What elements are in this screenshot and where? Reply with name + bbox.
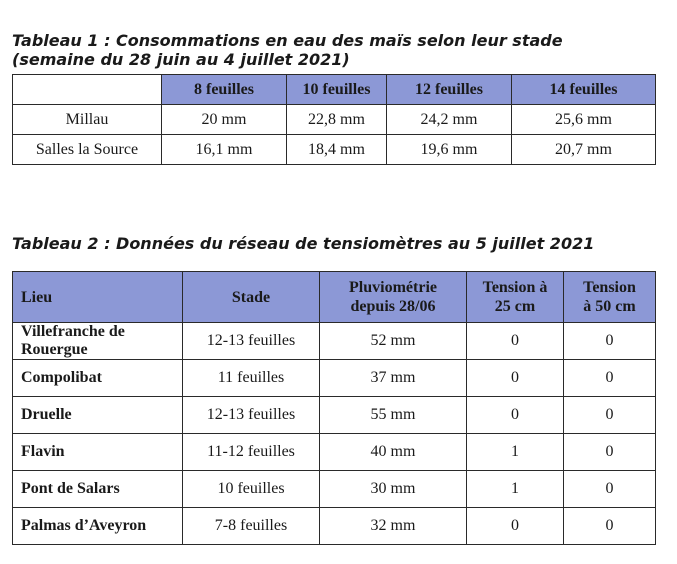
table1-caption-line2: (semaine du 28 juin au 4 juillet 2021) [12, 50, 350, 69]
header-line: 25 cm [494, 298, 536, 315]
table2-lieu-cell: Flavin [13, 434, 183, 471]
table1-header-row [13, 75, 656, 105]
header-line: Pluviométrie [349, 279, 437, 296]
table-cell: 7-8 feuilles [183, 508, 320, 545]
table2-header-tension-50 [564, 272, 656, 323]
table2-lieu-cell: Pont de Salars [13, 471, 183, 508]
table-row [13, 397, 656, 434]
header-line: à 50 cm [583, 298, 636, 315]
table-cell: 16,1 mm [162, 135, 287, 165]
table-cell: 24,2 mm [387, 105, 512, 135]
table-cell: 12-13 feuilles [183, 323, 320, 360]
table-cell: 32 mm [320, 508, 467, 545]
table-cell: 0 [564, 360, 656, 397]
table-cell: 0 [467, 360, 564, 397]
table2-lieu-cell [13, 323, 183, 360]
table2-header-row [13, 272, 656, 323]
table-cell: 10 feuilles [183, 471, 320, 508]
table-row [13, 135, 656, 165]
table2-tensiometer-network [12, 271, 656, 545]
table2-header-lieu: Lieu [13, 272, 183, 323]
table-cell: 1 [467, 471, 564, 508]
table-row [13, 360, 656, 397]
lieu-line: Rouergue [21, 341, 88, 358]
table2-lieu-cell: Druelle [13, 397, 183, 434]
table-cell: 0 [467, 397, 564, 434]
table-cell: 12-13 feuilles [183, 397, 320, 434]
table-cell: 55 mm [320, 397, 467, 434]
table1-row-label: Salles la Source [13, 135, 162, 165]
table1-header-14: 14 feuilles [512, 75, 656, 105]
table-cell: 25,6 mm [512, 105, 656, 135]
table2-caption: Tableau 2 : Données du réseau de tensiomètres au 5 juillet 2021 [12, 234, 595, 253]
table-cell: 40 mm [320, 434, 467, 471]
table-row [13, 471, 656, 508]
table-cell: 20 mm [162, 105, 287, 135]
table2-header-tension-25 [467, 272, 564, 323]
table-cell: 0 [564, 471, 656, 508]
table-cell: 19,6 mm [387, 135, 512, 165]
table-row [13, 434, 656, 471]
table1-water-consumption [12, 74, 656, 165]
table-cell: 20,7 mm [512, 135, 656, 165]
table-cell: 0 [467, 323, 564, 360]
table1-corner-cell [13, 75, 162, 105]
table1-row-label: Millau [13, 105, 162, 135]
table2-lieu-cell: Compolibat [13, 360, 183, 397]
lieu-line: Villefranche de [21, 323, 125, 340]
table-cell: 0 [564, 397, 656, 434]
table1-caption-line1: Tableau 1 : Consommations en eau des maïs selon leur stade [12, 31, 563, 50]
table-cell: 0 [564, 323, 656, 360]
table-cell: 1 [467, 434, 564, 471]
table-cell: 30 mm [320, 471, 467, 508]
table-row [13, 508, 656, 545]
header-line: Tension à [482, 279, 548, 296]
table-row [13, 323, 656, 360]
table-cell: 18,4 mm [287, 135, 387, 165]
table-cell: 11 feuilles [183, 360, 320, 397]
table1-caption [12, 31, 563, 69]
table-cell: 22,8 mm [287, 105, 387, 135]
header-line: Tension [583, 279, 636, 296]
table-cell: 37 mm [320, 360, 467, 397]
table2-header-pluvio [320, 272, 467, 323]
table-cell: 0 [467, 508, 564, 545]
table1-header-10: 10 feuilles [287, 75, 387, 105]
table2-header-stade: Stade [183, 272, 320, 323]
table-cell: 52 mm [320, 323, 467, 360]
table-cell: 0 [564, 434, 656, 471]
table-cell: 0 [564, 508, 656, 545]
table2-lieu-cell: Palmas d’Aveyron [13, 508, 183, 545]
table1-header-8: 8 feuilles [162, 75, 287, 105]
table1-header-12: 12 feuilles [387, 75, 512, 105]
table-row [13, 105, 656, 135]
header-line: depuis 28/06 [350, 298, 436, 315]
table-cell: 11-12 feuilles [183, 434, 320, 471]
